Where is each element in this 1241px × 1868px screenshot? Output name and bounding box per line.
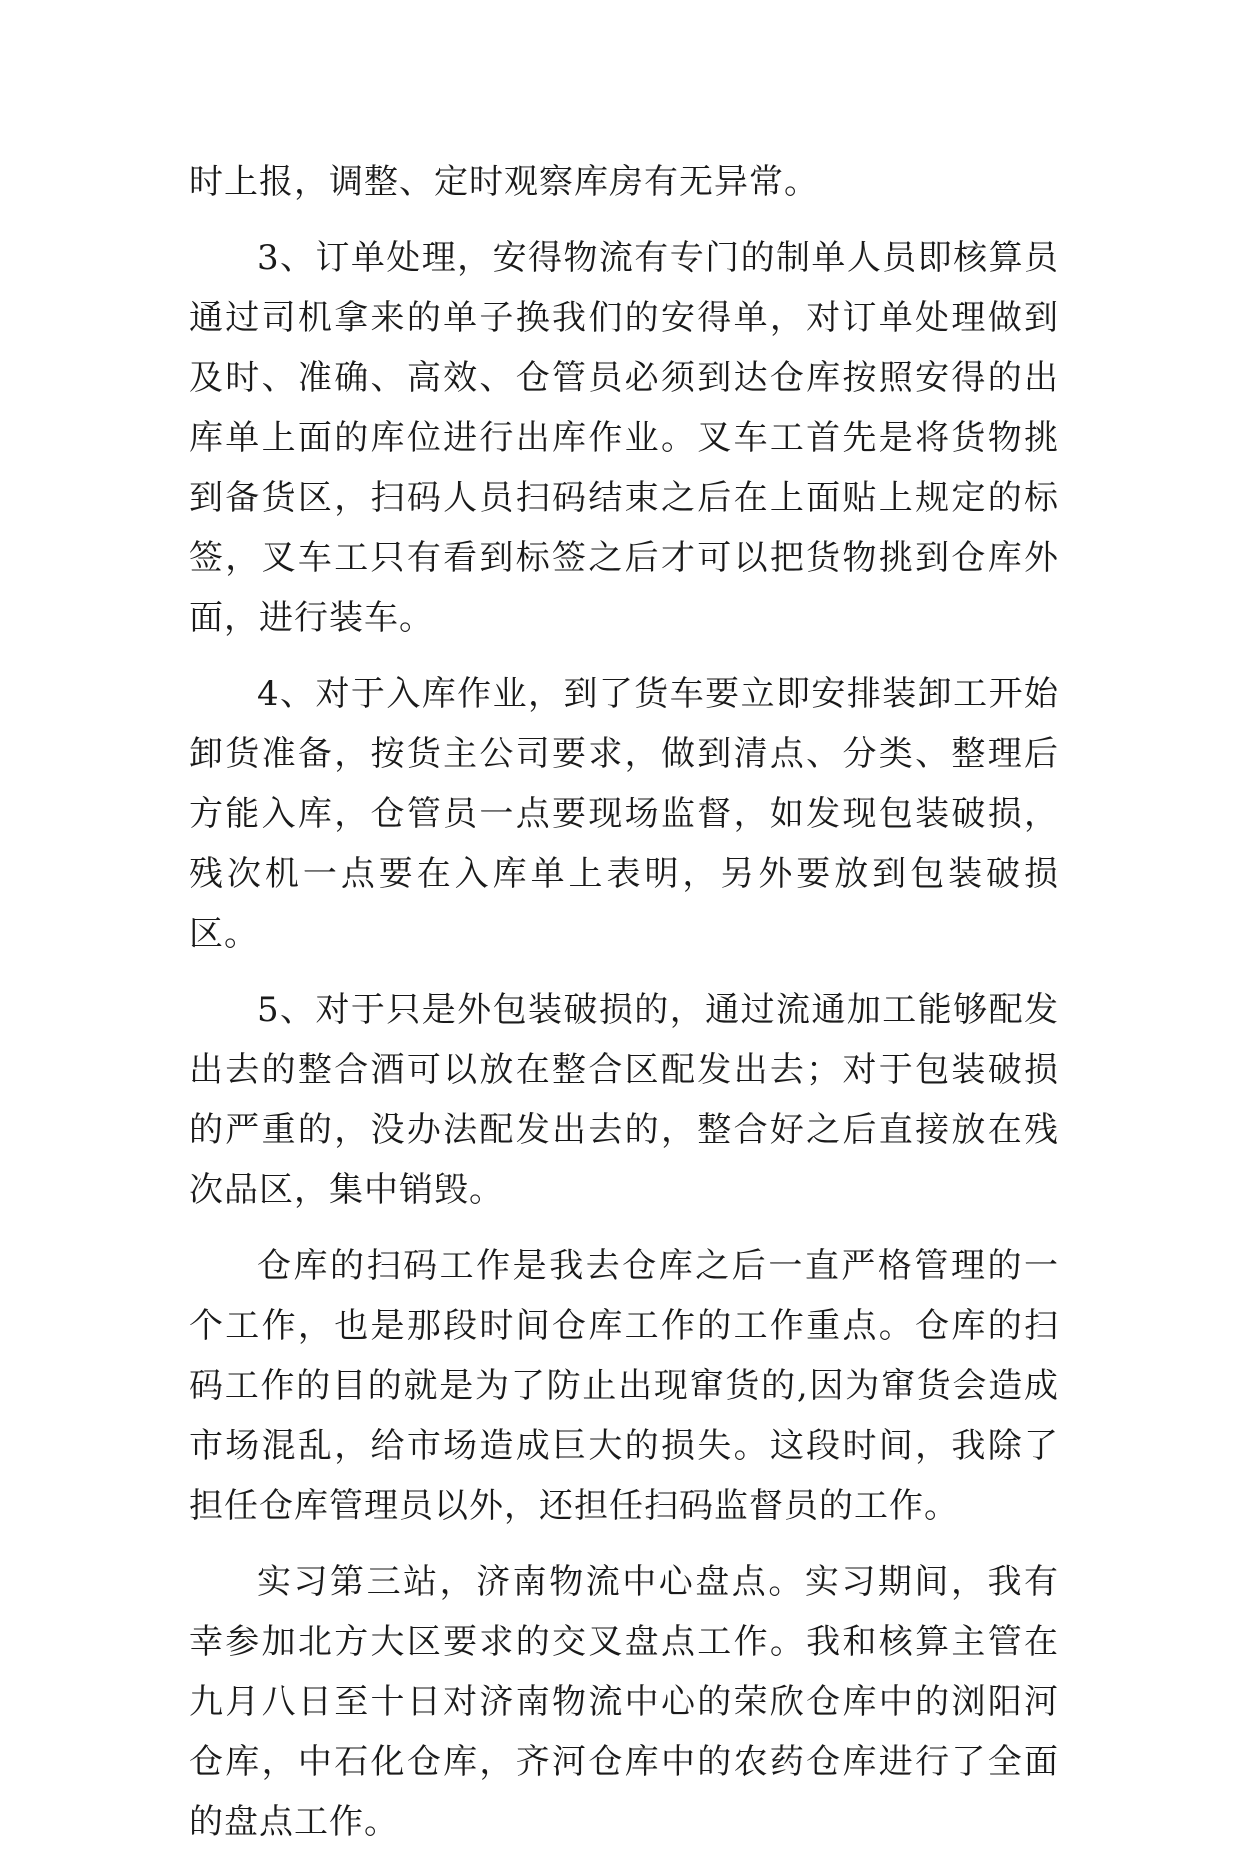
paragraph-damaged-packaging: 5、对于只是外包装破损的，通过流通加工能够配发出去的整合酒可以放在整合区配发出去；对于包装破损的严重的，没办法配发出去的，整合好之后直接放在残次品区，集中销毁。: [189, 990, 1059, 1210]
paragraph-inventory-count: 实习第三站，济南物流中心盘点。实习期间，我有幸参加北方大区要求的交叉盘点工作。我和核算主管在九月八日至十日对济南物流中心的荣欣仓库中的浏阳河仓库，中石化仓库，齐河仓库中的农药仓库进行了全面的盘点工作。: [189, 1562, 1059, 1842]
paragraph-order-processing: 3、订单处理，安得物流有专门的制单人员即核算员通过司机拿来的单子换我们的安得单，对订单处理做到及时、准确、高效、仓管员必须到达仓库按照安得的出库单上面的库位进行出库作业。叉车工首先是将货物挑到备货区，扫码人员扫码结束之后在上面贴上规定的标签，叉车工只有看到标签之后才可以把货物挑到仓库外面，进行装车。: [189, 238, 1059, 638]
paragraph-inbound-operations: 4、对于入库作业，到了货车要立即安排装卸工开始卸货准备，按货主公司要求，做到清点、分类、整理后方能入库，仓管员一点要现场监督，如发现包装破损，残次机一点要在入库单上表明，另外要放到包装破损区。: [189, 674, 1059, 954]
paragraph-scanning-work: 仓库的扫码工作是我去仓库之后一直严格管理的一个工作，也是那段时间仓库工作的工作重点。仓库的扫码工作的目的就是为了防止出现窜货的,因为窜货会造成市场混乱，给市场造成巨大的损失。这段时间，我除了担任仓库管理员以外，还担任扫码监督员的工作。: [189, 1246, 1059, 1526]
document-body: [189, 152, 1059, 1868]
paragraph-continuation: 时上报，调整、定时观察库房有无异常。: [189, 162, 819, 202]
